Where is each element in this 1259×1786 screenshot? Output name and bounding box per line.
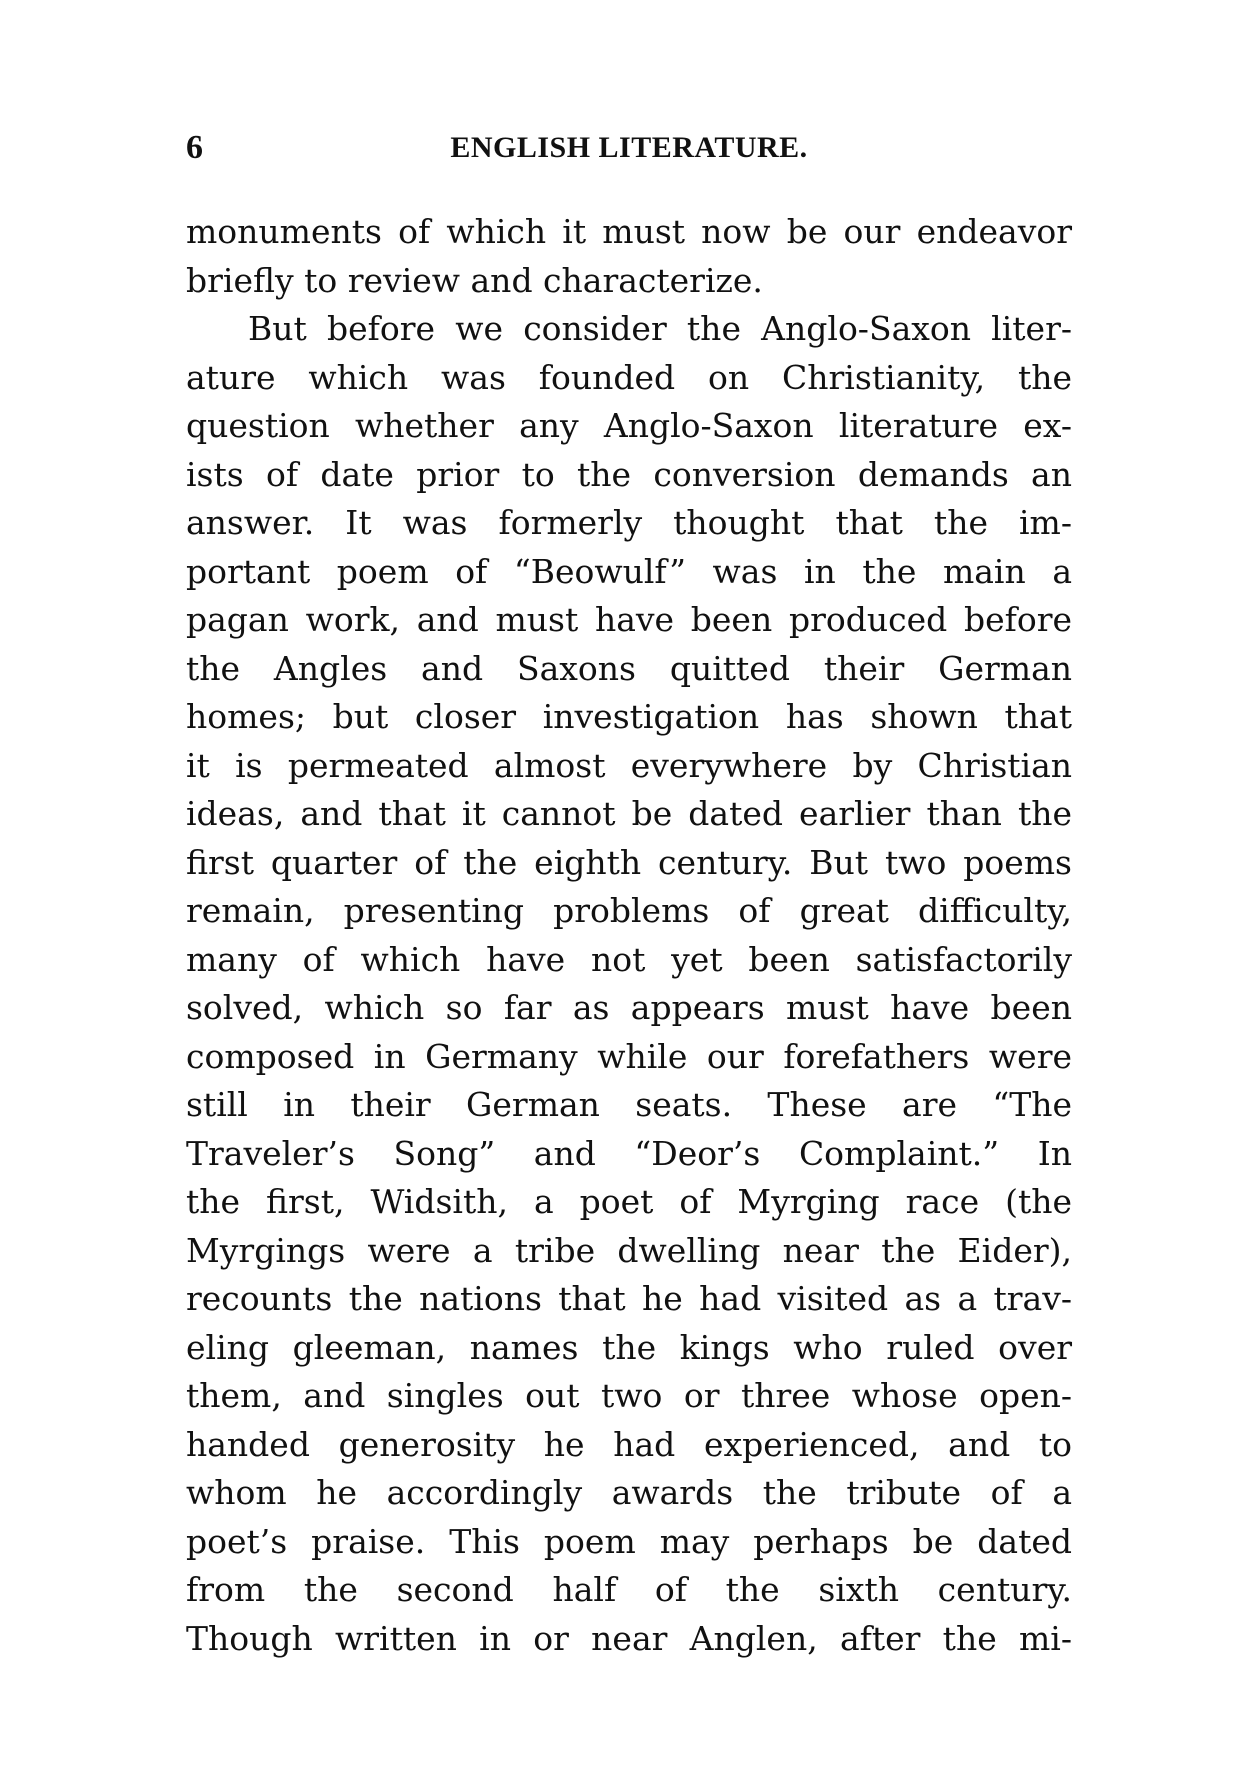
text-line: the Angles and Saxons quitted their German	[186, 648, 1072, 688]
text-line: eling gleeman, names the kings who ruled over	[186, 1327, 1072, 1367]
text-line: pagan work, and must have been produced before	[186, 600, 1072, 639]
text-line: remain, presenting problems of great difficulty,	[186, 891, 1072, 930]
text-line: many of which have not yet been satisfactorily	[186, 939, 1072, 979]
text-line: briefly to review and characterize.	[186, 260, 763, 300]
text-line: them, and singles out two or three whose open-	[186, 1376, 1072, 1415]
text-line: composed in Germany while our forefathers were	[186, 1036, 1072, 1076]
text-line: still in their German seats. These are “The	[186, 1085, 1072, 1124]
text-line: question whether any Anglo-Saxon literature ex-	[186, 406, 1072, 445]
text-line: it is permeated almost everywhere by Christian	[186, 745, 1072, 785]
text-line: first quarter of the eighth century. But two poems	[186, 842, 1072, 882]
text-line: monuments of which it must now be our endeavor	[186, 212, 1072, 251]
text-line: handed generosity he had experienced, and to	[186, 1424, 1072, 1464]
text-line: whom he accordingly awards the tribute of a	[186, 1473, 1072, 1512]
running-title: ENGLISH LITERATURE.	[450, 131, 808, 164]
text-line: portant poem of “Beowulf” was in the main a	[186, 551, 1072, 591]
text-line: ature which was founded on Christianity, the	[186, 357, 1072, 397]
text-line: Myrgings were a tribe dwelling near the Eider),	[186, 1230, 1072, 1270]
text-line: ists of date prior to the conversion demands an	[186, 454, 1072, 494]
text-line: poet’s praise. This poem may perhaps be dated	[186, 1521, 1072, 1561]
text-line: But before we consider the Anglo-Saxon liter-	[248, 309, 1072, 348]
text-line: from the second half of the sixth century.	[186, 1570, 1072, 1609]
body-text	[186, 208, 1072, 1663]
running-head	[186, 128, 1072, 168]
text-line: the first, Widsith, a poet of Myrging race (the	[186, 1182, 1072, 1221]
text-line: answer. It was formerly thought that the im-	[186, 503, 1072, 542]
text-line: homes; but closer investigation has shown that	[186, 697, 1072, 736]
text-line: ideas, and that it cannot be dated earlier than the	[186, 794, 1072, 833]
text-line: recounts the nations that he had visited as a trav-	[186, 1279, 1072, 1318]
text-line: Traveler’s Song” and “Deor’s Complaint.” In	[186, 1133, 1072, 1173]
text-line: solved, which so far as appears must have been	[186, 988, 1072, 1027]
page-number: 6	[186, 129, 203, 166]
text-line: Though written in or near Anglen, after the mi-	[186, 1618, 1072, 1658]
